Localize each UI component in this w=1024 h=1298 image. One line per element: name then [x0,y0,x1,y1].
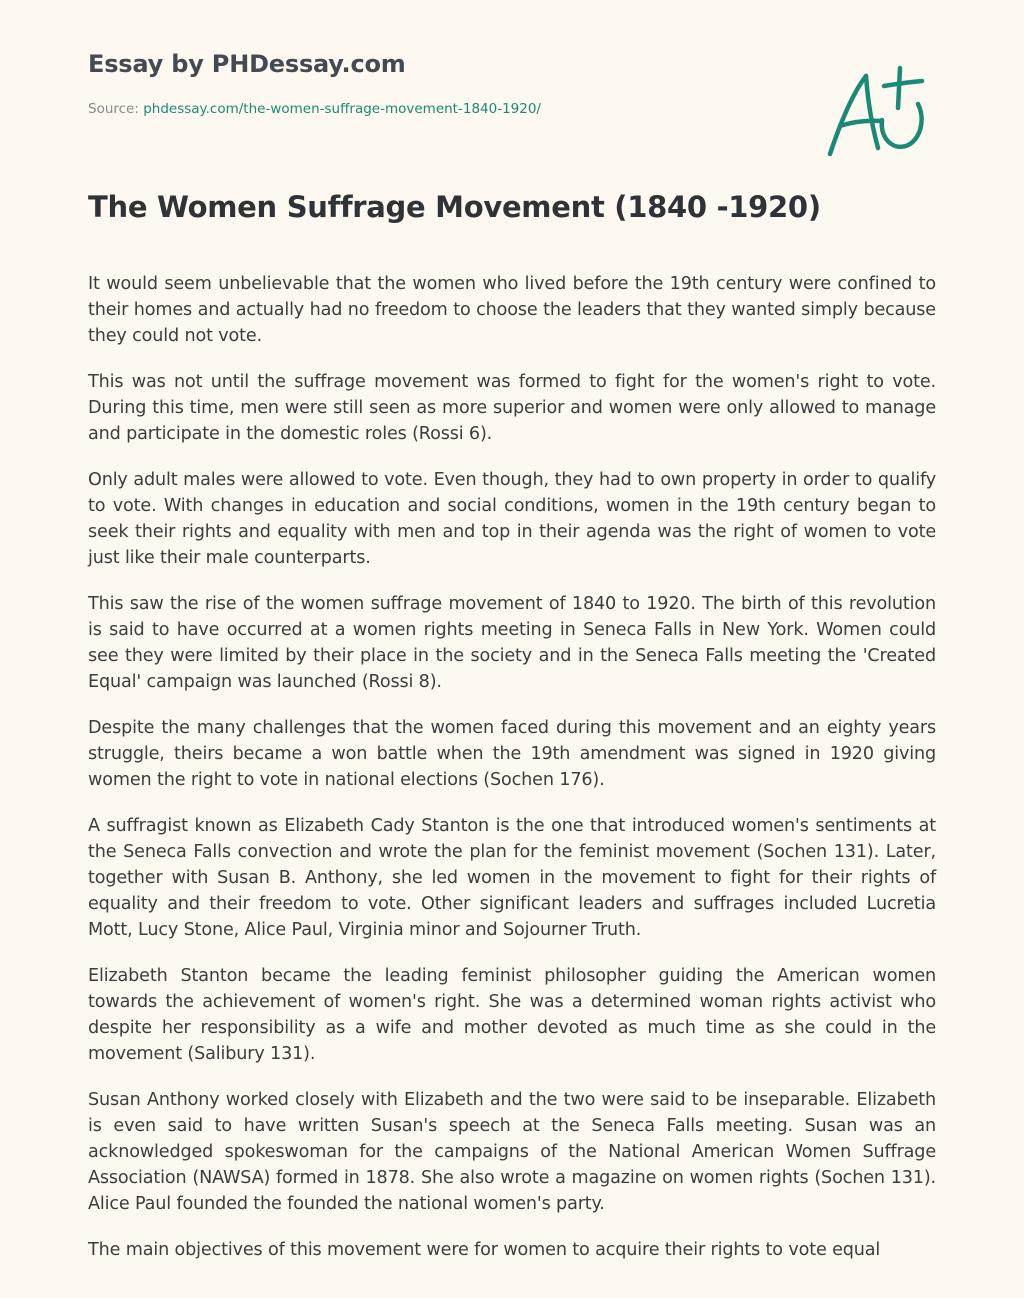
source-line [88,101,541,117]
paragraph: This saw the rise of the women suffrage movement of 1840 to 1920. The birth of this revolution is said to have occurred at a women rights meeting in Seneca Falls in New York. Women could see they were limited by their place in the society and in the Seneca Falls meeting the 'Created Equal' campaign was launched (Rossi 8). [88,594,936,692]
paragraph: Only adult males were allowed to vote. Even though, they had to own property in order to qualify to vote. With changes in education and social conditions, women in the 19th century began to seek their rights and equality with men and top in their agenda was the right of women to vote just like their male counterparts. [88,470,936,568]
essay-title: The Women Suffrage Movement (1840 -1920) [88,190,821,224]
essay-body [88,271,936,1283]
paragraph: The main objectives of this movement were for women to acquire their rights to vote equal [88,1240,881,1260]
paragraph: Despite the many challenges that the women faced during this movement and an eighty years struggle, theirs became a won battle when the 19th amendment was signed in 1920 giving women the right to vote in national elections (Sochen 176). [88,718,936,790]
source-link[interactable]: phdessay.com/the-women-suffrage-movement-1840-1920/ [143,101,541,117]
site-brand: Essay by PHDessay.com [88,50,406,78]
a-plus-logo-icon [822,64,932,164]
paragraph: It would seem unbelievable that the women who lived before the 19th century were confined to their homes and actually had no freedom to choose the leaders that they wanted simply because they could not vote. [88,274,936,346]
source-label: Source: [88,101,144,117]
paragraph: A suffragist known as Elizabeth Cady Stanton is the one that introduced women's sentiments at the Seneca Falls convection and wrote the plan for the feminist movement (Sochen 131). Later, together with Susan B. Anthony, she led women in the movement to fight for their rights of equality and their freedom to vote. Other significant leaders and suffrages included Lucretia Mott, Lucy Stone, Alice Paul, Virginia minor and Sojourner Truth. [88,816,936,940]
paragraph: This was not until the suffrage movement was formed to fight for the women's right to vote. During this time, men were still seen as more superior and women were only allowed to manage and participate in the domestic roles (Rossi 6). [88,372,936,444]
paragraph: Elizabeth Stanton became the leading feminist philosopher guiding the American women towards the achievement of women's right. She was a determined woman rights activist who despite her responsibility as a wife and mother devoted as much time as she could in the movement (Salibury 131). [88,966,936,1064]
paragraph: Susan Anthony worked closely with Elizabeth and the two were said to be inseparable. Elizabeth is even said to have written Susan's speech at the Seneca Falls meeting. Susan was an acknowledged spokeswoman for the campaigns of the National American Women Suffrage Association (NAWSA) formed in 1878. She also wrote a magazine on women rights (Sochen 131). Alice Paul founded the founded the national women's party. [88,1090,936,1214]
